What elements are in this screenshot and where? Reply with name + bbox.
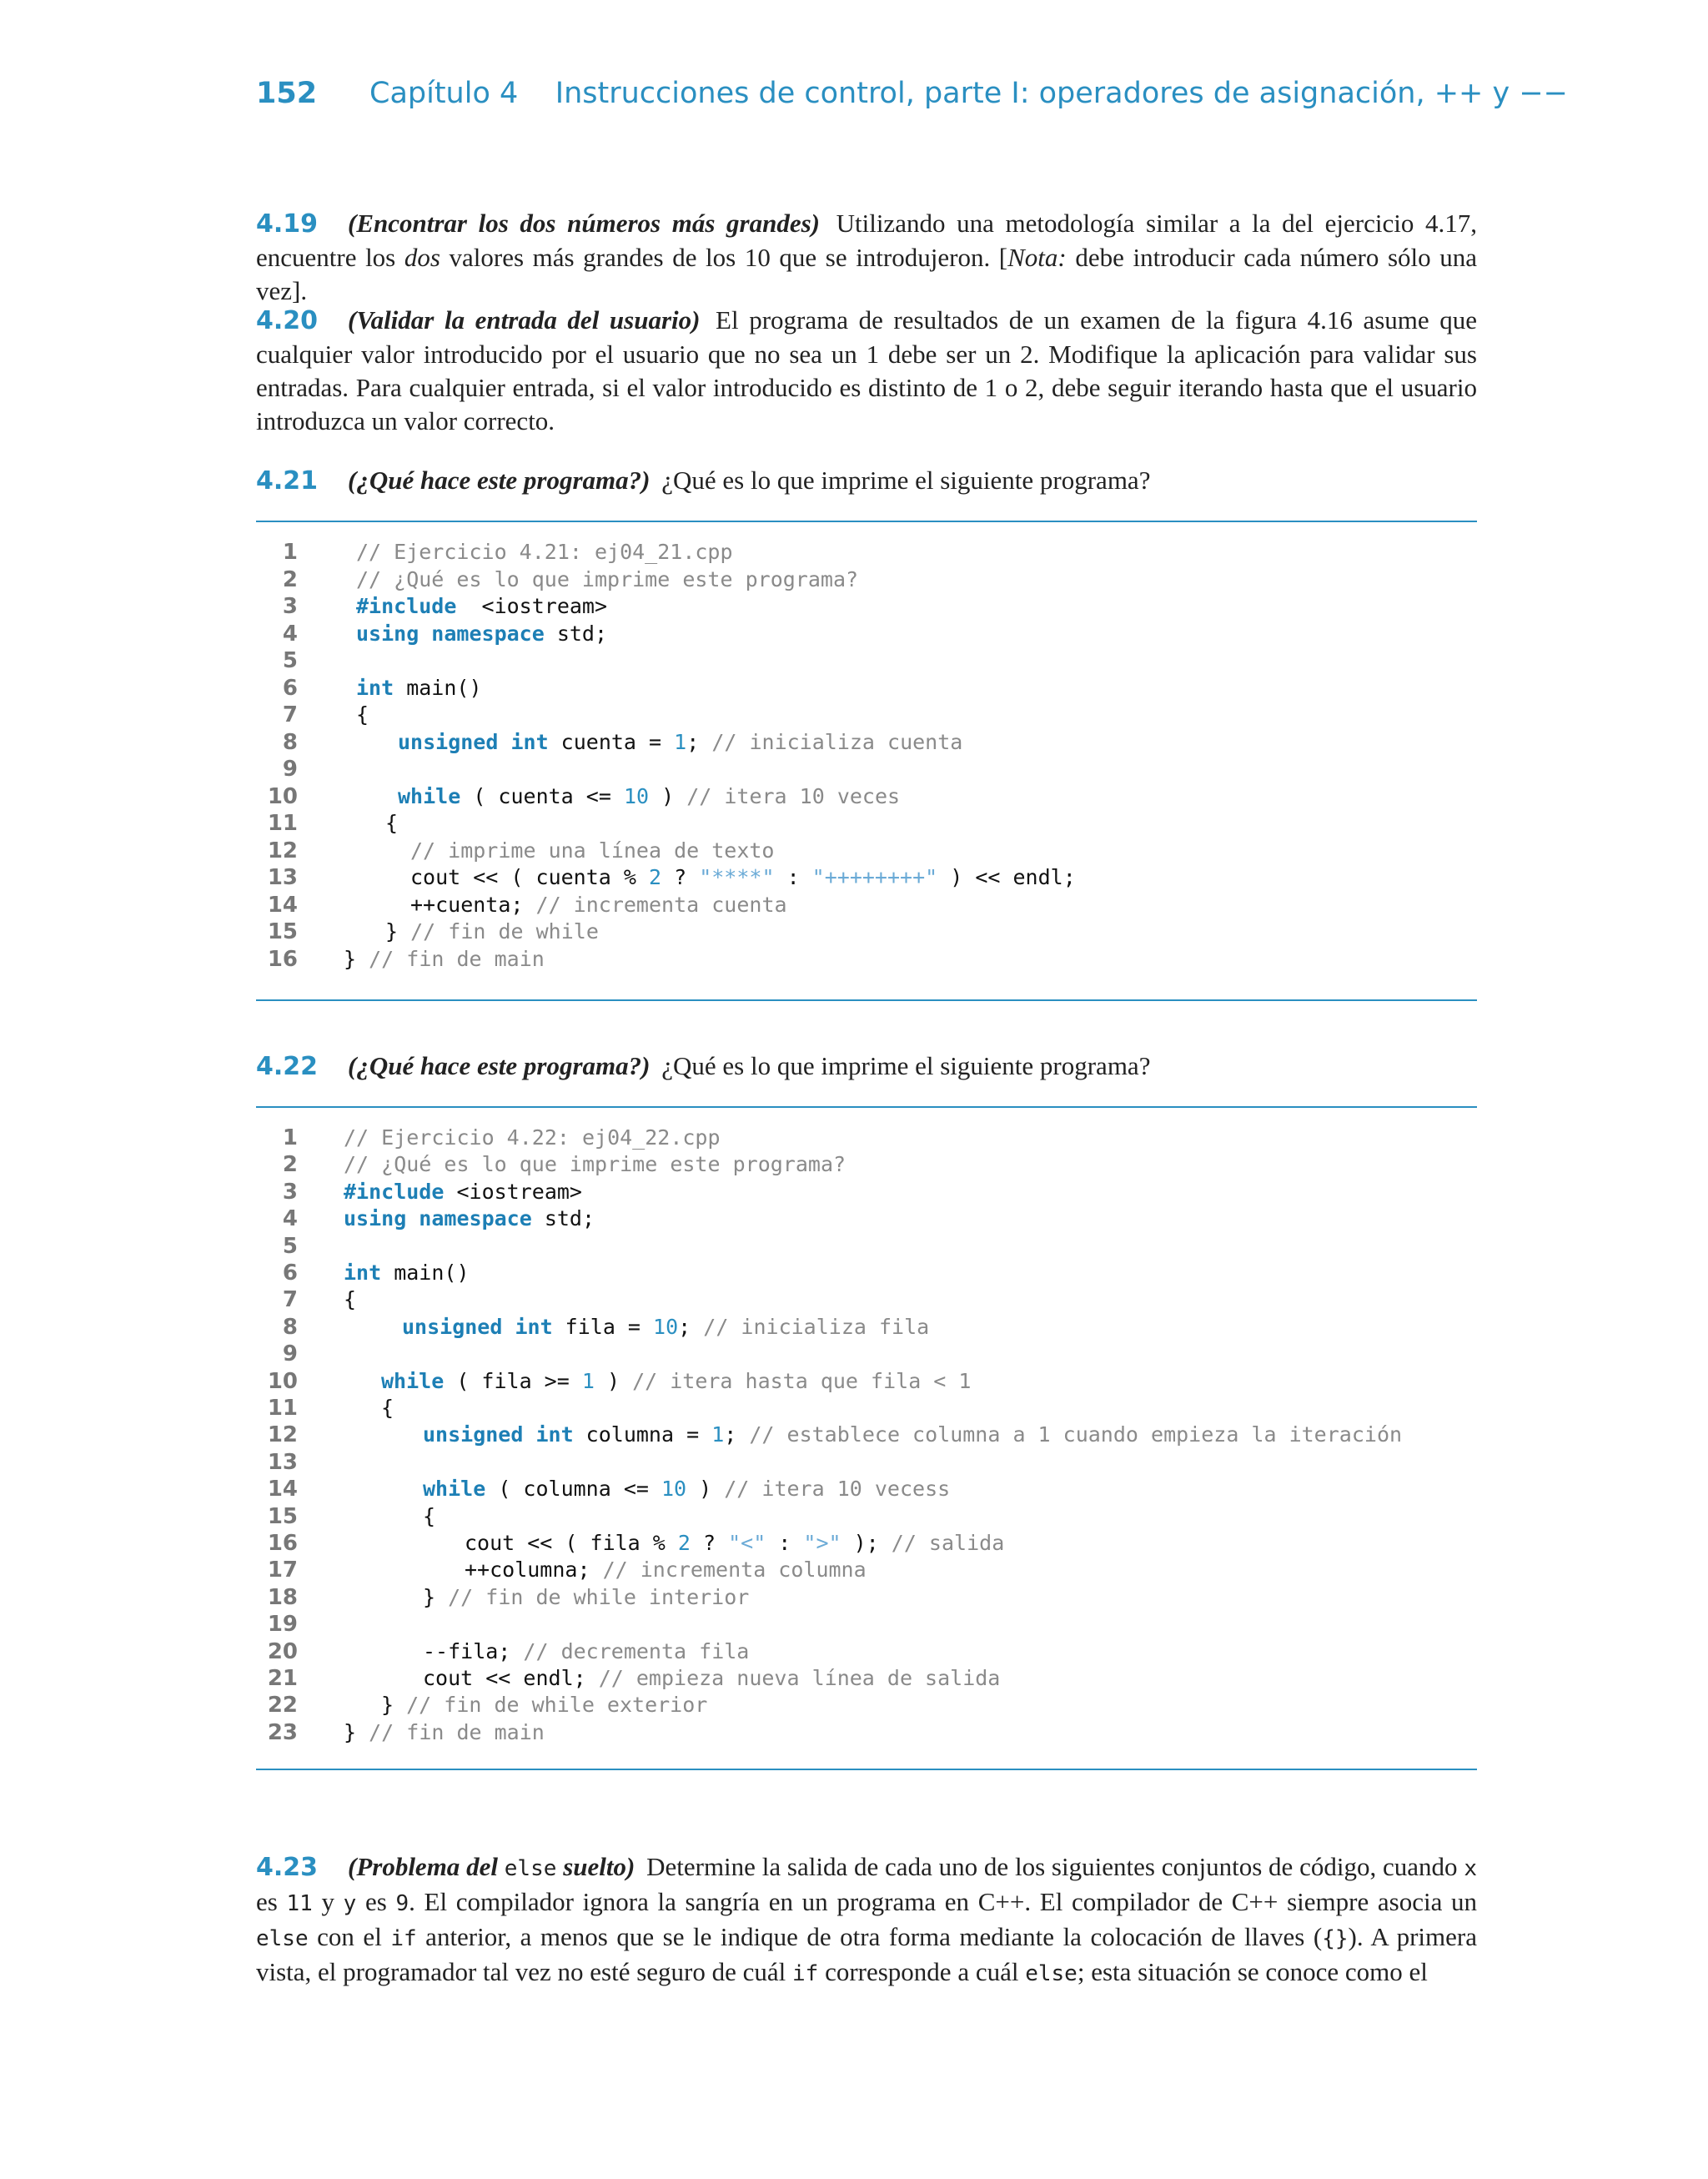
line-number: 4 <box>282 621 298 647</box>
code-line <box>256 621 1477 647</box>
exercise-text: es <box>356 1887 396 1916</box>
line-number: 1 <box>282 1125 298 1150</box>
exercise-text: ¿Qué es lo que imprime el siguiente programa? <box>655 465 1151 495</box>
code-token: ++cuenta; <box>410 892 536 917</box>
code-token: ); <box>841 1531 892 1555</box>
code-number: 10 <box>623 783 650 808</box>
code-line <box>256 1151 1477 1178</box>
code-line <box>256 1557 1477 1583</box>
code-text <box>344 1719 545 1746</box>
code-text <box>423 1665 1000 1692</box>
code-token: --fila; <box>423 1638 524 1663</box>
code-string: "****" <box>699 865 775 889</box>
code-line <box>256 1341 1477 1367</box>
exercise-text: Determine la salida de cada uno de los siguientes conjuntos de código, cuando <box>640 1852 1464 1881</box>
code-number: 2 <box>677 1531 691 1555</box>
exercise-4-22 <box>256 1049 1477 1084</box>
code-token: <iostream> <box>456 594 608 618</box>
line-number: 10 <box>267 1368 298 1394</box>
code-line <box>256 1286 1477 1313</box>
code-text <box>381 1692 707 1719</box>
exercise-4-20 <box>256 304 1477 438</box>
code-line <box>256 1205 1477 1232</box>
code-token: ( cuenta <= <box>460 783 624 808</box>
code-line <box>256 1368 1477 1395</box>
inline-code: x <box>1464 1856 1477 1881</box>
exercise-text: y <box>312 1887 344 1916</box>
code-text <box>398 729 962 756</box>
code-line <box>256 783 1477 810</box>
exercise-title: (¿Qué hace este programa?) <box>348 1051 651 1080</box>
code-number: 1 <box>581 1368 595 1393</box>
code-token: } <box>344 946 369 971</box>
code-line <box>256 1638 1477 1665</box>
code-string: "<" <box>728 1531 766 1555</box>
code-text <box>381 1395 394 1422</box>
code-keyword: int <box>344 1261 382 1285</box>
code-line <box>256 864 1477 891</box>
code-token: { <box>385 811 399 835</box>
code-comment: // fin de main <box>369 946 545 971</box>
code-comment: // ¿Qué es lo que imprime este programa? <box>344 1152 846 1177</box>
code-listing-4-21 <box>256 521 1477 1001</box>
line-number: 6 <box>282 1261 298 1286</box>
line-number: 15 <box>267 919 298 944</box>
code-line <box>256 1503 1477 1530</box>
code-keyword: int <box>356 675 394 700</box>
code-text <box>465 1557 867 1583</box>
line-number: 7 <box>282 702 298 727</box>
code-line <box>256 1125 1477 1151</box>
code-token: { <box>344 1287 357 1312</box>
code-comment: // ¿Qué es lo que imprime este programa? <box>356 566 859 591</box>
code-text <box>356 675 482 702</box>
emphasis: dos <box>404 243 440 272</box>
line-number: 18 <box>267 1584 298 1610</box>
code-comment: // fin de while <box>410 919 599 944</box>
exercise-4-21 <box>256 464 1477 498</box>
code-line <box>256 1449 1477 1476</box>
line-number: 2 <box>282 1152 298 1178</box>
code-line <box>256 1395 1477 1422</box>
code-text <box>423 1476 950 1502</box>
code-text <box>356 539 733 566</box>
code-token: ; <box>724 1422 750 1447</box>
code-line <box>256 539 1477 566</box>
exercise-number: 4.19 <box>256 209 319 239</box>
exercise-4-23 <box>256 1850 1477 1990</box>
code-token: ; <box>678 1314 704 1339</box>
exercise-title: (¿Qué hace este programa?) <box>348 465 651 495</box>
code-comment: // Ejercicio 4.21: ej04_21.cpp <box>356 540 733 564</box>
exercise-4-19 <box>256 207 1477 308</box>
code-text <box>423 1422 1402 1448</box>
code-text <box>344 1179 582 1205</box>
line-number: 8 <box>282 1314 298 1340</box>
code-comment: // imprime una línea de texto <box>410 838 775 863</box>
code-comment: // Ejercicio 4.22: ej04_22.cpp <box>344 1125 721 1150</box>
code-line <box>256 1665 1477 1692</box>
code-text <box>410 838 775 864</box>
code-token: { <box>423 1503 436 1528</box>
chapter-title: Capítulo 4 Instrucciones de control, parte I: operadores de asignación, ++ y −− <box>369 77 1568 110</box>
code-comment: // fin de main <box>369 1719 545 1744</box>
line-number: 13 <box>267 1449 298 1475</box>
code-token: } <box>423 1584 449 1609</box>
code-text <box>344 946 545 973</box>
code-line <box>256 946 1477 973</box>
code-token: std; <box>544 621 608 646</box>
code-line <box>256 1719 1477 1746</box>
code-comment: // inicializa cuenta <box>711 729 963 754</box>
code-comment: // itera hasta que fila < 1 <box>632 1368 972 1393</box>
code-text <box>423 1503 435 1530</box>
exercise-text: . El compilador ignora la sangría en un programa en C++. El compilador de C++ siempre asocia un <box>409 1887 1477 1916</box>
code-number: 1 <box>674 729 687 754</box>
code-line <box>256 1422 1477 1448</box>
code-token: std; <box>531 1206 595 1231</box>
code-token: ++columna; <box>465 1558 603 1583</box>
code-line <box>256 566 1477 593</box>
exercise-title: (Encontrar los dos números más grandes) <box>348 209 820 238</box>
code-text <box>344 1205 595 1232</box>
code-text <box>344 1286 356 1313</box>
code-token: ) <box>686 1477 725 1502</box>
code-token: <iostream> <box>444 1179 582 1204</box>
code-token: cout << ( fila % <box>465 1531 678 1555</box>
code-number: 10 <box>653 1314 679 1339</box>
line-number: 14 <box>267 1477 298 1502</box>
code-keyword: using namespace <box>344 1206 532 1231</box>
inline-code: y <box>343 1891 357 1916</box>
code-text <box>356 702 369 728</box>
code-comment: // incrementa columna <box>602 1558 867 1583</box>
code-text <box>402 1314 929 1341</box>
code-line <box>256 729 1477 756</box>
code-line <box>256 1584 1477 1611</box>
code-text <box>344 1260 470 1286</box>
line-number: 12 <box>267 1422 298 1448</box>
code-string: ">" <box>803 1531 841 1555</box>
code-token: ( columna <= <box>485 1477 661 1502</box>
code-text <box>356 621 607 647</box>
code-text <box>423 1638 749 1665</box>
line-number: 7 <box>282 1287 298 1313</box>
code-token: ? <box>690 1531 729 1555</box>
code-line <box>256 675 1477 702</box>
code-line <box>256 1179 1477 1205</box>
code-line <box>256 1611 1477 1638</box>
exercise-title: (Validar la entrada del usuario) <box>348 305 701 335</box>
code-line <box>256 1260 1477 1286</box>
line-number: 17 <box>267 1558 298 1583</box>
exercise-title <box>348 1852 635 1881</box>
code-keyword: #include <box>344 1179 445 1204</box>
code-line <box>256 1233 1477 1260</box>
code-line <box>256 647 1477 674</box>
code-line <box>256 892 1477 918</box>
code-number: 10 <box>661 1477 687 1502</box>
code-text <box>381 1368 971 1395</box>
code-number: 1 <box>711 1422 725 1447</box>
exercise-text: es <box>256 1887 287 1916</box>
code-token: ; <box>686 729 712 754</box>
code-keyword: using namespace <box>356 621 545 646</box>
line-number: 3 <box>282 594 298 619</box>
line-number: 16 <box>267 946 298 972</box>
line-number: 11 <box>267 811 298 836</box>
inline-code: else <box>256 1926 309 1951</box>
exercise-text: debe introducir cada número sólo una vez]. <box>256 243 1478 305</box>
page-number: 152 <box>256 77 318 110</box>
exercise-text: El programa de resultados de un examen de la figura 4.16 asume que cualquier valor introducido por el usuario que no sea un 1 debe ser un 2. Modifique la aplicación para validar sus entradas. Para cualquier entrada, si el valor introducido es distinto de 1 o 2, debe seguir iterando hasta que el usuario introduzca un valor correcto. <box>256 305 1477 435</box>
line-number: 15 <box>267 1503 298 1529</box>
inline-code: if <box>390 1926 417 1951</box>
exercise-number: 4.23 <box>256 1853 319 1882</box>
code-text <box>344 1125 721 1151</box>
line-number: 19 <box>267 1612 298 1638</box>
code-text <box>344 1151 846 1178</box>
code-comment: // salida <box>891 1531 1005 1555</box>
code-comment: // empieza nueva línea de salida <box>598 1666 1001 1690</box>
code-line <box>256 838 1477 864</box>
line-number: 23 <box>267 1719 298 1745</box>
exercise-number: 4.21 <box>256 466 319 496</box>
code-text <box>465 1530 1004 1557</box>
code-token: } <box>381 1693 407 1718</box>
code-token: main() <box>394 675 482 700</box>
line-number: 10 <box>267 783 298 809</box>
exercise-text: corresponde a cuál <box>818 1957 1026 1986</box>
code-text <box>385 918 599 945</box>
code-token: ) <box>649 783 687 808</box>
line-number: 12 <box>267 838 298 863</box>
line-number: 9 <box>282 1341 298 1367</box>
code-keyword: #include <box>356 594 457 618</box>
code-token: } <box>385 919 411 944</box>
code-keyword: unsigned int <box>398 729 549 754</box>
line-number: 5 <box>282 648 298 673</box>
inline-code: else <box>1025 1961 1078 1986</box>
code-text <box>385 810 398 837</box>
line-number: 22 <box>267 1693 298 1719</box>
code-keyword: while <box>423 1477 486 1502</box>
title-code: else <box>504 1856 557 1881</box>
code-comment: // itera 10 veces <box>686 783 901 808</box>
code-text <box>410 864 1076 891</box>
code-keyword: while <box>398 783 461 808</box>
code-line <box>256 1692 1477 1719</box>
exercise-text: Utilizando una metodología similar a la del ejercicio 4.17, encuentre los <box>256 209 1477 272</box>
line-number: 1 <box>282 540 298 565</box>
line-number: 5 <box>282 1233 298 1259</box>
code-token: ? <box>661 865 700 889</box>
code-keyword: unsigned int <box>402 1314 553 1339</box>
code-token: ) <box>594 1368 633 1393</box>
title-part: suelto) <box>556 1852 635 1881</box>
code-token: } <box>344 1719 369 1744</box>
line-number: 6 <box>282 675 298 701</box>
line-number: 13 <box>267 865 298 890</box>
exercise-number: 4.20 <box>256 306 319 335</box>
code-token: { <box>356 702 369 727</box>
line-number: 4 <box>282 1206 298 1232</box>
line-number: 21 <box>267 1666 298 1691</box>
code-string: "++++++++" <box>811 865 938 889</box>
code-text <box>356 593 607 620</box>
code-line <box>256 810 1477 837</box>
code-token: cout << ( cuenta % <box>410 865 649 889</box>
code-keyword: unsigned int <box>423 1422 574 1447</box>
exercise-number: 4.22 <box>256 1052 319 1081</box>
code-comment: // itera 10 vecess <box>724 1477 951 1502</box>
inline-code: 9 <box>395 1891 409 1916</box>
code-token: cuenta = <box>548 729 675 754</box>
code-listing-4-22 <box>256 1106 1477 1770</box>
code-token: cout << endl; <box>423 1666 599 1690</box>
code-comment: // inicializa fila <box>703 1314 930 1339</box>
exercise-text: valores más grandes de los 10 que se introdujeron. [ <box>440 243 1008 272</box>
code-line <box>256 756 1477 783</box>
line-number: 8 <box>282 729 298 755</box>
code-line <box>256 1314 1477 1341</box>
code-comment: // establece columna a 1 cuando empieza la iteración <box>749 1422 1403 1447</box>
line-number: 2 <box>282 566 298 592</box>
inline-code: {} <box>1322 1926 1349 1951</box>
title-part: (Problema del <box>348 1852 505 1881</box>
line-number: 14 <box>267 892 298 918</box>
inline-code: 11 <box>286 1891 313 1916</box>
line-number: 11 <box>267 1396 298 1421</box>
code-keyword: while <box>381 1368 445 1393</box>
code-token: : <box>766 1531 804 1555</box>
exercise-text: ). A primera vista, el programador tal vez no esté seguro de cuál <box>256 1922 1477 1986</box>
code-comment: // incrementa cuenta <box>535 892 787 917</box>
code-token: fila = <box>552 1314 654 1339</box>
code-line <box>256 918 1477 945</box>
code-number: 2 <box>648 865 662 889</box>
code-comment: // fin de while interior <box>448 1584 750 1609</box>
code-text <box>356 566 858 593</box>
exercise-text: anterior, a menos que se le indique de otra forma mediante la colocación de llaves ( <box>416 1922 1323 1951</box>
code-comment: // fin de while exterior <box>406 1693 708 1718</box>
code-token: : <box>774 865 812 889</box>
code-text <box>410 892 787 918</box>
code-comment: // decrementa fila <box>523 1638 750 1663</box>
exercise-text: ¿Qué es lo que imprime el siguiente programa? <box>655 1051 1151 1080</box>
line-number: 9 <box>282 757 298 782</box>
code-line <box>256 593 1477 620</box>
line-number: 20 <box>267 1638 298 1664</box>
code-text <box>398 783 900 810</box>
code-token: ( fila >= <box>444 1368 582 1393</box>
code-line <box>256 702 1477 728</box>
line-number: 16 <box>267 1531 298 1556</box>
exercise-text: ; esta situación se conoce como el <box>1077 1957 1428 1986</box>
inline-code: if <box>792 1961 819 1986</box>
code-token: { <box>381 1396 394 1420</box>
code-text <box>423 1584 749 1611</box>
line-number: 3 <box>282 1179 298 1205</box>
code-line <box>256 1530 1477 1557</box>
exercise-text: con el <box>308 1922 391 1951</box>
code-token: main() <box>381 1261 470 1285</box>
note-label: Nota: <box>1007 243 1067 272</box>
code-line <box>256 1476 1477 1502</box>
code-token: ) << endl; <box>937 865 1076 889</box>
code-token: columna = <box>573 1422 712 1447</box>
